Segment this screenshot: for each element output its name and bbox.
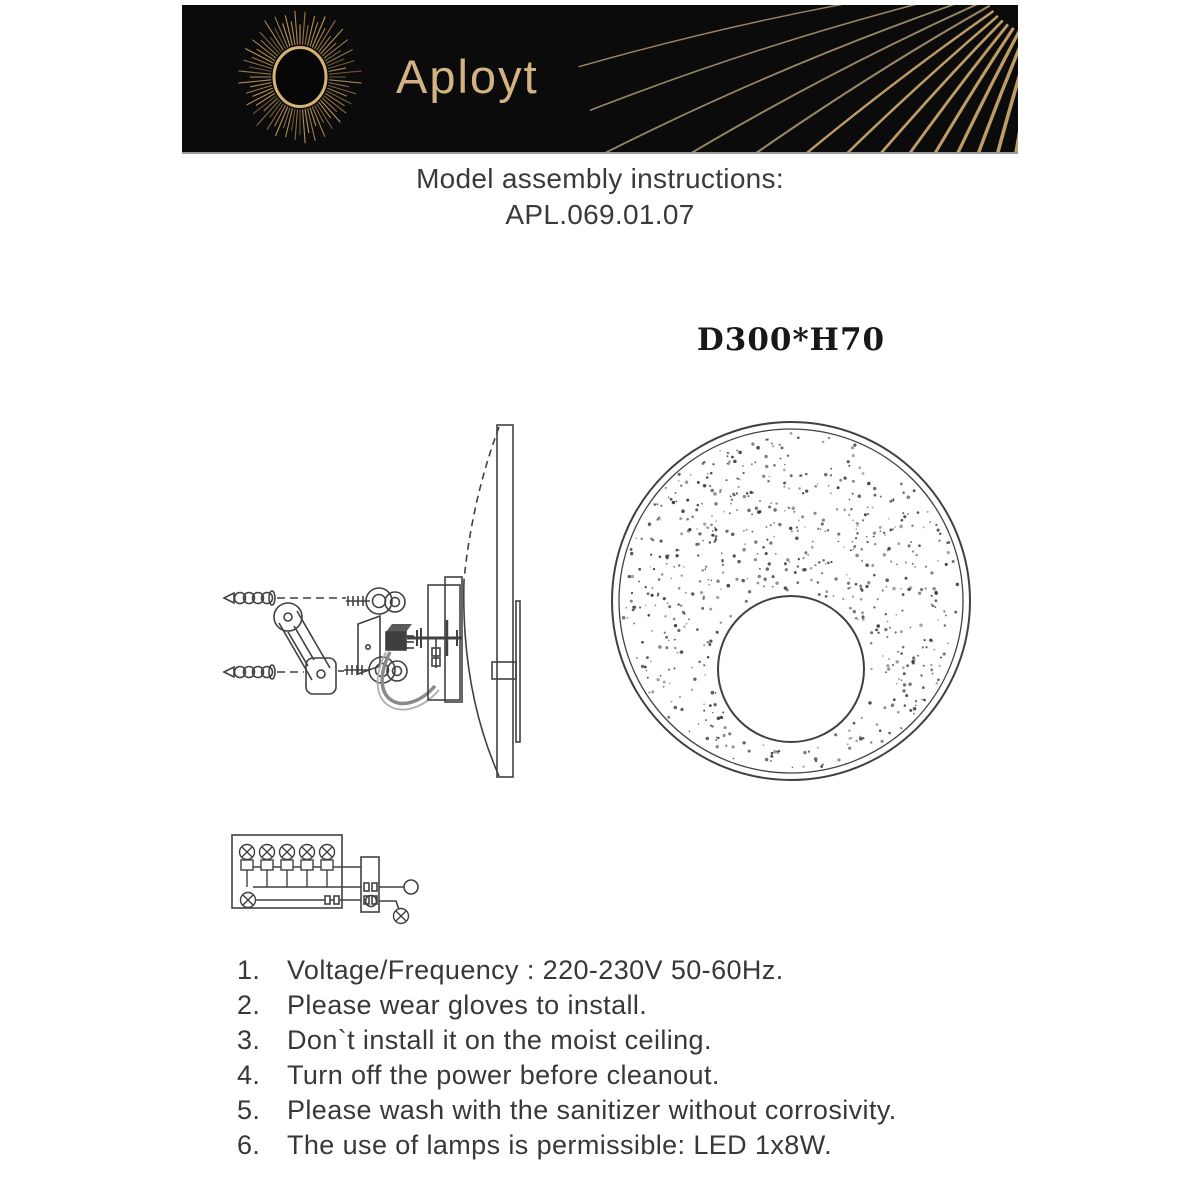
model-number: APL.069.01.07 [505,199,695,230]
instructions-list [237,953,997,1163]
title-block [182,161,1018,233]
wiring-diagram [225,825,425,935]
led-window [718,596,864,742]
instruction-item: 4. Turn off the power before cleanout. [237,1060,720,1090]
side-view-diagram [220,410,540,790]
brand-banner [182,5,1018,154]
brand-logo-text: Aployt [396,50,539,103]
lamp-symbols [240,845,409,924]
instruction-item: 6. The use of lamps is permissible: LED 1x8W. [237,1130,833,1160]
lamp-body-profile [464,425,520,777]
instruction-item: 3. Don`t install it on the moist ceiling. [237,1025,712,1055]
sheet-title: Model assembly instructions: [416,163,784,194]
sunburst-ring [274,48,326,107]
wall-anchor-bottom [224,665,275,679]
front-view-diagram [601,411,981,791]
power-terminal [404,880,418,894]
dimensions-label: D300*H70 [696,322,886,358]
mounting-bracket [274,603,336,694]
lamp-sockets [241,860,333,887]
instruction-item: 2. Please wear gloves to install. [237,990,648,1020]
instruction-item: 5. Please wash with the sanitizer without corrosivity. [237,1095,897,1125]
instruction-item: 1. Voltage/Frequency : 220-230V 50-60Hz. [237,955,784,985]
wall-anchor-top [224,591,275,605]
screw-bottom [344,657,407,683]
rays-icon [579,5,1019,152]
banner-art [182,5,1018,152]
mounting-plate [407,577,462,702]
screw-top [346,588,405,614]
